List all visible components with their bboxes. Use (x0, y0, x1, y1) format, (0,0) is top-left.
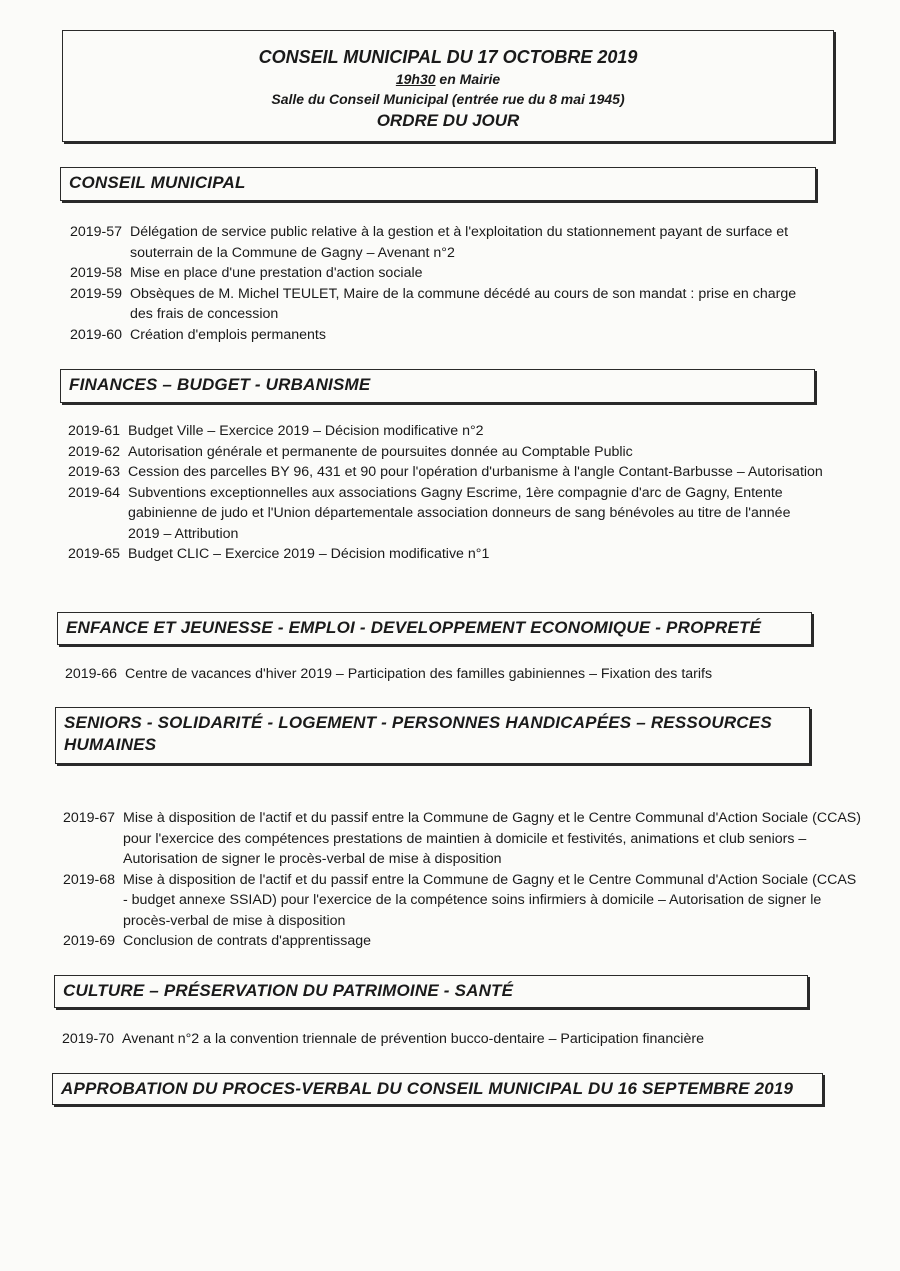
item-text: Cession des parcelles BY 96, 431 et 90 pour l'opération d'urbanisme à l'angle Contant-Barbusse – Autorisation (128, 464, 823, 480)
item-text: Délégation de service public relative à la gestion et à l'exploitation du stationnement payant de surface et souterrain de la Commune de Gagny – Avenant n°2 (130, 224, 789, 261)
agenda-item (63, 931, 863, 952)
agenda-item (68, 462, 823, 483)
item-text: Mise à disposition de l'actif et du passif entre la Commune de Gagny et le Centre Communal d'Action Sociale (CCAS) pour l'exercice des compétences prestations de maintien à domicile et festivités, animations et club seniors – Autorisation de signer le procès-verbal de mise à disposition (123, 810, 861, 867)
agenda-item (68, 442, 823, 463)
item-text: Conclusion de contrats d'apprentissage (123, 933, 371, 949)
agenda-item (68, 544, 823, 565)
header-box (62, 30, 834, 142)
section-items-culture (62, 1029, 842, 1050)
agenda-item (70, 222, 810, 263)
section-items-finances (68, 421, 823, 565)
item-number: 2019-59 (70, 285, 123, 302)
item-number: 2019-57 (70, 224, 123, 240)
meeting-title: CONSEIL MUNICIPAL DU 17 OCTOBRE 2019 (258, 47, 638, 67)
section-heading-conseil-municipal: CONSEIL MUNICIPAL (60, 167, 816, 201)
item-number: 2019-66 (65, 666, 118, 682)
section-items-conseil-municipal (70, 222, 810, 345)
meeting-time (63, 69, 833, 89)
agenda-heading: ORDRE DU JOUR (376, 111, 520, 130)
item-number: 2019-60 (70, 326, 123, 343)
item-number: 2019-62 (68, 443, 121, 460)
meeting-hour: 19h30 (395, 71, 436, 87)
agenda-item (63, 870, 863, 932)
item-text: Budget Ville – Exercice 2019 – Décision modificative n°2 (128, 423, 484, 439)
agenda-item (68, 421, 823, 442)
item-text: Subventions exceptionnelles aux associations Gagny Escrime, 1ère compagnie d'arc de Gagny, Entente gabinienne de judo et l'Union départementale association donneurs de sang bénévoles au titre de l'année 2019 – Attribution (128, 484, 791, 542)
item-text: Avenant n°2 a la convention triennale de prévention bucco-dentaire – Participation financière (122, 1031, 704, 1047)
agenda-item (68, 483, 823, 545)
item-text: Budget CLIC – Exercice 2019 – Décision modificative n°1 (128, 546, 490, 562)
section-items-enfance-jeunesse (65, 664, 825, 685)
agenda-item (65, 664, 825, 685)
item-text: Mise à disposition de l'actif et du passif entre la Commune de Gagny et le Centre Communal d'Action Sociale (CCAS - budget annexe SSIAD) pour l'exercice de la compétence soins infirmiers à domicile – Autorisation de signer le procès-verbal de mise à disposition (123, 871, 857, 929)
item-number: 2019-63 (68, 464, 121, 480)
section-heading-approbation-pv: APPROBATION DU PROCES-VERBAL DU CONSEIL MUNICIPAL DU 16 SEPTEMBRE 2019 (52, 1073, 823, 1105)
section-heading-enfance-jeunesse: ENFANCE ET JEUNESSE - EMPLOI - DEVELOPPEMENT ECONOMIQUE - PROPRETÉ (57, 612, 812, 645)
section-heading-culture: CULTURE – PRÉSERVATION DU PATRIMOINE - SANTÉ (54, 975, 808, 1008)
agenda-item (70, 325, 810, 346)
item-number: 2019-67 (63, 810, 116, 826)
agenda-item (62, 1029, 842, 1050)
section-heading-finances: FINANCES – BUDGET - URBANISME (60, 369, 815, 403)
section-heading-seniors-solidarite: SENIORS - SOLIDARITÉ - LOGEMENT - PERSONNES HANDICAPÉES – RESSOURCES HUMAINES (55, 707, 810, 764)
meeting-place: en Mairie (435, 71, 501, 87)
item-number: 2019-61 (68, 423, 121, 439)
item-text: Centre de vacances d'hiver 2019 – Participation des familles gabiniennes – Fixation des tarifs (125, 666, 713, 682)
item-number: 2019-64 (68, 484, 121, 501)
section-items-seniors-solidarite (63, 808, 863, 952)
item-number: 2019-58 (70, 265, 123, 281)
meeting-room: Salle du Conseil Municipal (entrée rue du 8 mai 1945) (271, 91, 625, 107)
item-text: Mise en place d'une prestation d'action sociale (130, 265, 423, 281)
item-number: 2019-65 (68, 546, 121, 562)
item-number: 2019-70 (62, 1031, 115, 1047)
agenda-item (63, 808, 863, 870)
agenda-item (70, 263, 810, 284)
item-text: Obsèques de M. Michel TEULET, Maire de la commune décédé au cours de son mandat : prise en charge des frais de concession (130, 285, 797, 322)
item-number: 2019-69 (63, 933, 116, 949)
item-text: Autorisation générale et permanente de poursuites donnée au Comptable Public (128, 443, 633, 460)
agenda-item (70, 284, 810, 325)
item-number: 2019-68 (63, 871, 116, 888)
item-text: Création d'emplois permanents (130, 326, 326, 343)
